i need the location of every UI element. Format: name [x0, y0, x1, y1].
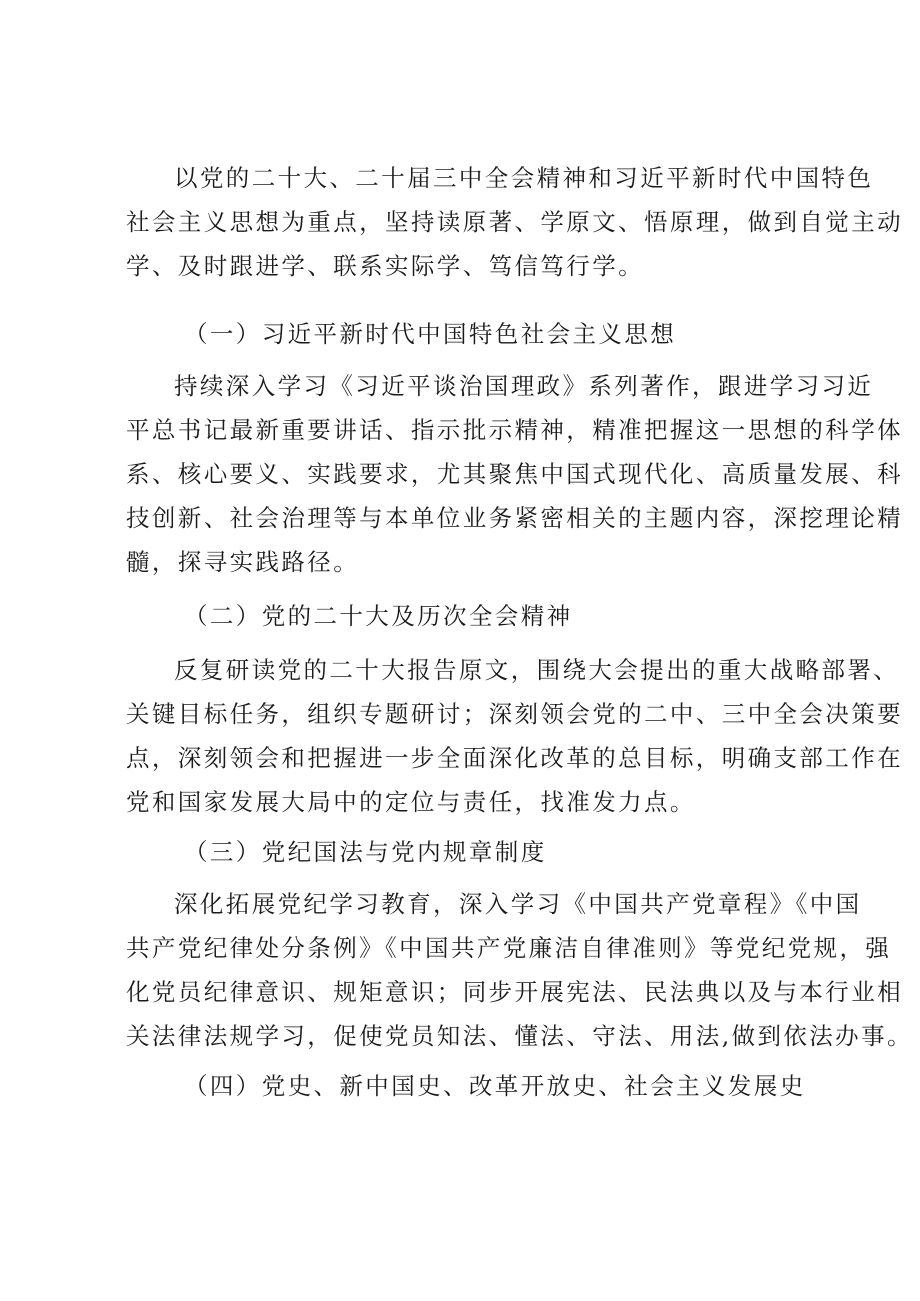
body-line: 党和国家发展大局中的定位与责任，找准发力点。 — [126, 788, 696, 816]
body-line: 反复研读党的二十大报告原文，围绕大会提出的重大战略部署、 — [174, 656, 900, 684]
section-2-paragraph — [126, 648, 903, 824]
body-line: 化党员纪律意识、规矩意识；同步开展宪法、民法典以及与本行业相 — [126, 978, 903, 1006]
body-line: 平总书记最新重要讲话、指示批示精神，精准把握这一思想的科学体 — [126, 416, 903, 444]
body-line: 深化拓展党纪学习教育，深入学习《中国共产党章程》《中国 — [174, 890, 862, 918]
body-line: 关键目标任务，组织专题研讨；深刻领会党的二中、三中全会决策要 — [126, 700, 903, 728]
intro-paragraph — [126, 156, 903, 288]
intro-line: 以党的二十大、二十届三中全会精神和习近平新时代中国特色 — [174, 164, 874, 192]
body-line: 技创新、社会治理等与本单位业务紧密相关的主题内容，深挖理论精 — [126, 504, 903, 532]
section-2-heading — [126, 594, 826, 638]
body-line: 关法律法规学习，促使党员知法、懂法、守法、用法,做到依法办事。 — [126, 1022, 913, 1050]
body-line: 点，深刻领会和把握进一步全面深化改革的总目标，明确支部工作在 — [126, 744, 903, 772]
body-line: 髓，探寻实践路径。 — [126, 548, 360, 576]
body-line: 持续深入学习《习近平谈治国理政》系列著作，跟进学习习近 — [174, 372, 874, 400]
intro-line: 学、及时跟进学、联系实际学、笃信笃行学。 — [126, 252, 644, 280]
intro-line: 社会主义思想为重点，坚持读原著、学原文、悟原理，做到自觉主动 — [126, 208, 903, 236]
section-heading-text: （二）党的二十大及历次全会精神 — [184, 602, 573, 630]
section-heading-text: （四）党史、新中国史、改革开放史、社会主义发展史 — [184, 1072, 806, 1100]
body-line: 共产党纪律处分条例》《中国共产党廉洁自律准则》等党纪党规，强 — [126, 934, 892, 962]
section-heading-text: （三）党纪国法与党内规章制度 — [184, 838, 547, 866]
section-4-heading — [126, 1064, 826, 1108]
section-3-heading — [126, 830, 826, 874]
section-1-heading — [126, 312, 826, 356]
section-heading-text: （一）习近平新时代中国特色社会主义思想 — [184, 320, 677, 348]
body-line: 系、核心要义、实践要求，尤其聚焦中国式现代化、高质量发展、科 — [126, 460, 903, 488]
section-3-paragraph — [126, 882, 913, 1058]
section-1-paragraph — [126, 364, 903, 584]
